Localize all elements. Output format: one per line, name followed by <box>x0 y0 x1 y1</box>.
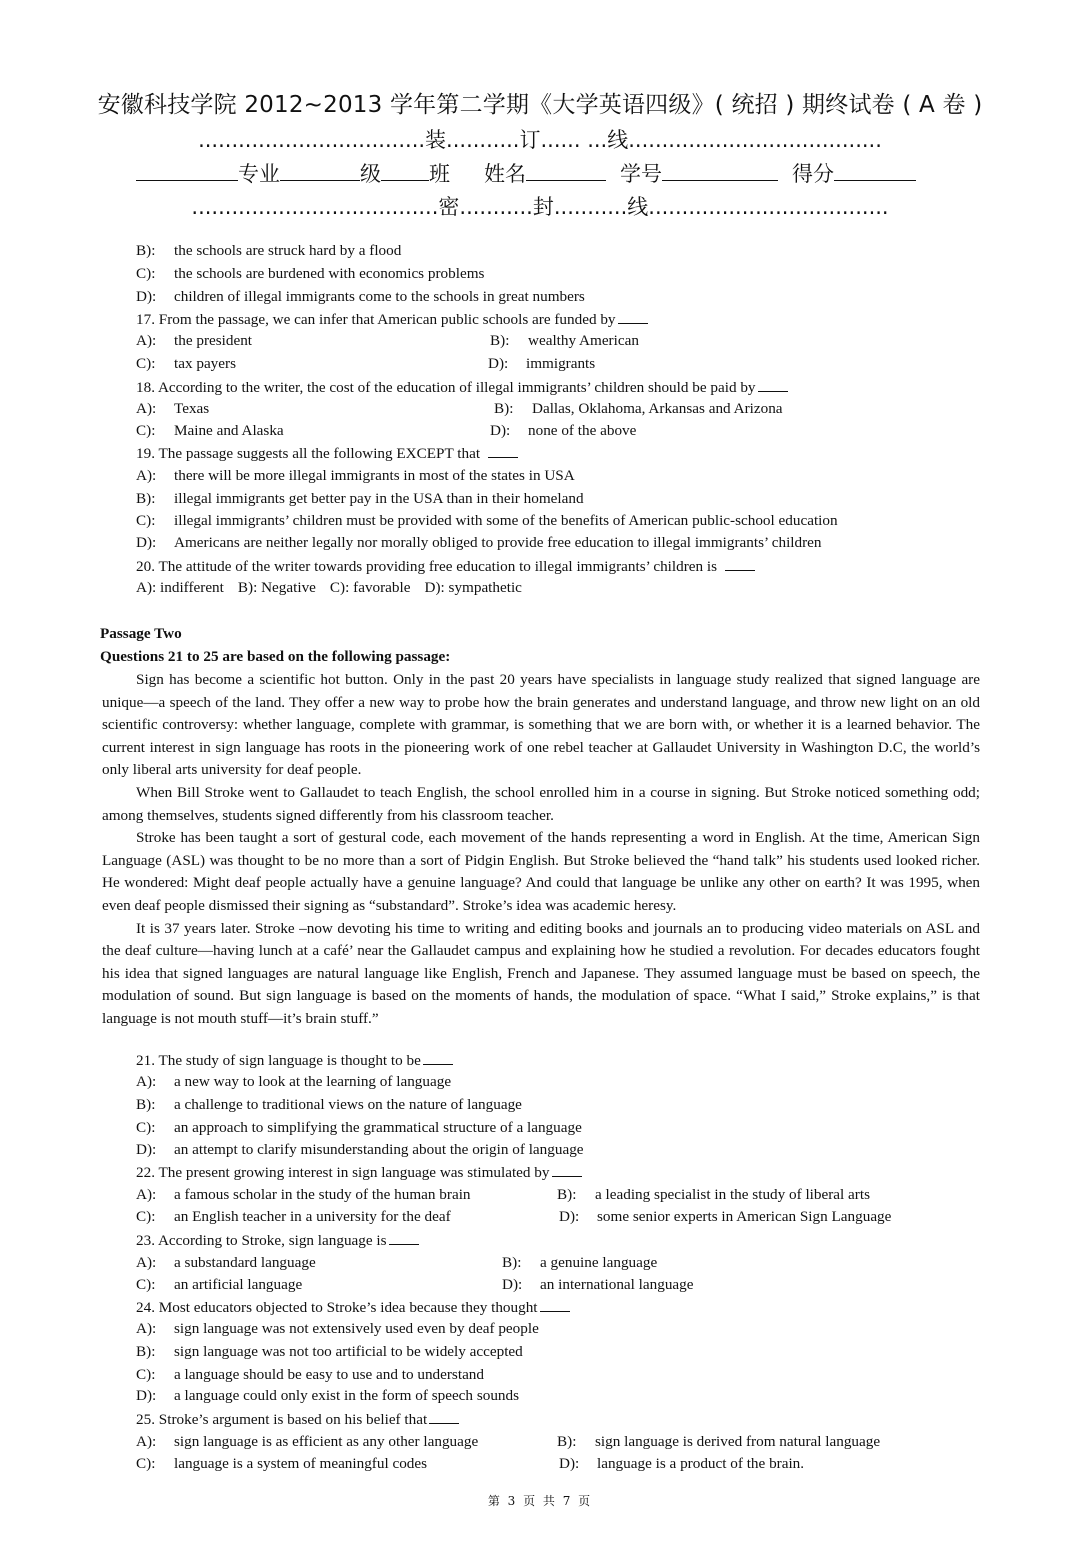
option-line <box>136 512 838 530</box>
question-text: 17. From the passage, we can infer that American public schools are funded by <box>136 311 616 328</box>
option-line <box>136 1096 522 1114</box>
question-stem <box>136 309 648 332</box>
option-line <box>559 1208 891 1226</box>
answer-blank[interactable] <box>552 1162 582 1177</box>
question-text: 25. Stroke’s argument is based on his belief that <box>136 1411 428 1428</box>
question-stem <box>136 443 518 466</box>
option-line <box>136 242 401 260</box>
answer-blank[interactable] <box>540 1297 570 1312</box>
option-text: children of illegal immigrants come to the schools in great numbers <box>174 288 585 305</box>
passage-paragraph: Stroke has been taught a sort of gestural code, each movement of the hands representing a word in English. At the time, American Sign Language (ASL) was thought to be no more than a sort of Pidgin English. But Stroke believed the “hand talk” his students used looked richer. He wondered: Might deaf people actually have a genuine language? And could that language be unlike any other on earth? It was 1995, when even deaf people dismissed their signing as “substandard”. Stroke’s idea was academic heresy. <box>102 829 980 914</box>
option-label: C): <box>329 579 350 596</box>
name-label: 姓名 <box>484 162 526 186</box>
option-text: sign language is as efficient as any other language <box>174 1433 479 1450</box>
option-label: D): <box>136 1141 157 1158</box>
option-line <box>136 1387 519 1405</box>
option-label: C): <box>136 1455 156 1472</box>
option-line <box>494 400 783 418</box>
option-label: C): <box>136 1366 156 1383</box>
option-line <box>136 1186 471 1204</box>
dots: ...... ... <box>540 128 608 152</box>
option-text: an artificial language <box>174 1276 303 1293</box>
option-line <box>502 1254 657 1272</box>
option-line <box>136 1208 451 1226</box>
option-label: A): <box>136 1254 157 1271</box>
question-stem <box>136 1297 570 1320</box>
class-label: 班 <box>429 162 450 186</box>
option-line <box>559 1455 804 1473</box>
option-label: A): <box>136 1186 157 1203</box>
option-text: language is a product of the brain. <box>597 1455 805 1472</box>
option-label: D): <box>424 579 445 596</box>
option-text: a language should be easy to use and to understand <box>174 1366 484 1383</box>
option-label: C): <box>136 355 156 372</box>
option-text: sign language was not extensively used even by deaf people <box>174 1320 539 1337</box>
answer-blank[interactable] <box>758 377 788 392</box>
option-text: Texas <box>174 400 210 417</box>
option-line <box>136 422 284 440</box>
option-label: A): <box>136 332 157 349</box>
option-line <box>136 579 522 597</box>
option-text: illegal immigrants’ children must be provided with some of the benefits of American public-school education <box>174 512 838 529</box>
option-label: B): <box>237 579 258 596</box>
binding-word: 线 <box>627 195 649 219</box>
dots: ........... <box>459 195 533 219</box>
option-text: a leading specialist in the study of liberal arts <box>595 1186 870 1203</box>
question-stem <box>136 556 755 579</box>
answer-blank[interactable] <box>488 443 518 458</box>
question-text: 19. The passage suggests all the following EXCEPT that <box>136 445 481 462</box>
question-stem <box>136 1162 582 1185</box>
option-label: C): <box>136 265 156 282</box>
answer-blank[interactable] <box>389 1230 419 1245</box>
option-text: an international language <box>540 1276 694 1293</box>
option-line <box>136 490 584 508</box>
question-stem <box>136 1230 419 1253</box>
name-field[interactable] <box>526 160 606 181</box>
question-stem <box>136 1409 459 1432</box>
option-text: Americans are neither legally nor morally obliged to provide free education to illegal immigrants’ children <box>174 534 822 551</box>
binding-line-bottom <box>0 191 1080 221</box>
option-line <box>136 1276 302 1294</box>
dots: ...................................... <box>628 128 882 152</box>
option-text: indifferent <box>160 579 224 596</box>
option-text: a famous scholar in the study of the human brain <box>174 1186 471 1203</box>
option-text: a language could only exist in the form of speech sounds <box>174 1387 520 1404</box>
option-line <box>136 355 236 373</box>
dots: .................................... <box>648 195 889 219</box>
option-line <box>490 332 639 350</box>
option-text: Maine and Alaska <box>174 422 284 439</box>
dots: .................................. <box>198 128 426 152</box>
option-label: D): <box>559 1455 580 1472</box>
option-text: wealthy American <box>528 332 639 349</box>
option-text: an English teacher in a university for the deaf <box>174 1208 451 1225</box>
option-label: B): <box>494 400 514 417</box>
option-line <box>490 422 636 440</box>
number-field[interactable] <box>662 160 778 181</box>
option-text: tax payers <box>174 355 236 372</box>
number-label: 学号 <box>620 162 662 186</box>
option-text: a genuine language <box>540 1254 658 1271</box>
option-text: an approach to simplifying the grammatical structure of a language <box>174 1119 582 1136</box>
option-line <box>136 332 252 350</box>
student-info-line <box>136 158 956 188</box>
option-label: A): <box>136 467 157 484</box>
option-line <box>136 534 822 552</box>
option-text: some senior experts in American Sign Language <box>597 1208 892 1225</box>
option-line <box>136 1343 523 1361</box>
question-text: 18. According to the writer, the cost of the education of illegal immigrants’ children should be paid by <box>136 379 756 396</box>
option-text: a challenge to traditional views on the nature of language <box>174 1096 522 1113</box>
option-label: A): <box>136 1320 157 1337</box>
option-label: D): <box>490 422 511 439</box>
option-text: sign language was not too artificial to be widely accepted <box>174 1343 523 1360</box>
option-text: sympathetic <box>448 579 522 596</box>
option-label: D): <box>502 1276 523 1293</box>
question-text: 20. The attitude of the writer towards providing free education to illegal immigrants’ children is <box>136 558 718 575</box>
option-line <box>136 1141 584 1159</box>
dots: ........... <box>446 128 520 152</box>
option-text: the schools are burdened with economics problems <box>174 265 485 282</box>
question-stem <box>136 1050 453 1073</box>
option-label: C): <box>136 512 156 529</box>
option-text: illegal immigrants get better pay in the USA than in their homeland <box>174 490 584 507</box>
option-text: favorable <box>353 579 411 596</box>
option-label: D): <box>136 534 157 551</box>
option-line <box>136 265 484 283</box>
option-text: there will be more illegal immigrants in most of the states in USA <box>174 467 575 484</box>
class-field[interactable] <box>381 160 429 181</box>
option-text: a substandard language <box>174 1254 316 1271</box>
option-label: D): <box>488 355 509 372</box>
option-text: language is a system of meaningful codes <box>174 1455 428 1472</box>
option-text: immigrants <box>526 355 596 372</box>
option-line <box>136 400 209 418</box>
major-field[interactable] <box>136 160 238 181</box>
option-label: C): <box>136 1208 156 1225</box>
passage-subheading: Questions 21 to 25 are based on the following passage: <box>100 648 451 665</box>
score-field[interactable] <box>834 160 916 181</box>
binding-word: 装 <box>425 128 447 152</box>
major-label: 专业 <box>238 162 280 186</box>
answer-blank[interactable] <box>429 1409 459 1424</box>
binding-word: 密 <box>438 195 460 219</box>
answer-blank[interactable] <box>423 1050 453 1065</box>
grade-field[interactable] <box>280 160 360 181</box>
question-text: 21. The study of sign language is thought to be <box>136 1052 421 1069</box>
question-text: 22. The present growing interest in sign language was stimulated by <box>136 1164 550 1181</box>
dots: ..................................... <box>191 195 439 219</box>
option-label: C): <box>136 422 156 439</box>
option-text: none of the above <box>528 422 637 439</box>
binding-word: 封 <box>532 195 554 219</box>
option-label: B): <box>136 1096 156 1113</box>
question-text: 23. According to Stroke, sign language is <box>136 1232 387 1249</box>
option-text: Dallas, Oklahoma, Arkansas and Arizona <box>532 400 783 417</box>
option-label: B): <box>136 242 156 259</box>
passage-paragraph: It is 37 years later. Stroke –now devoting his time to writing and editing books and journals an to producing video materials on ASL and the deaf culture—having lunch at a café’ near the Gallaudet campus and explaining how he studied a revolution. For decades educators fought his idea that signed languages are natural language like English, French and Japanese. They assumed language must be based on speech, the modulation of sound. But sign language is based on the moments of hands, the modulation of space. “What I said,” Stroke explains,” is that language is not mouth stuff—it’s brain stuff.” <box>102 919 980 1027</box>
option-line <box>488 355 595 373</box>
answer-blank[interactable] <box>618 309 648 324</box>
option-line <box>136 1254 316 1272</box>
option-label: D): <box>136 288 157 305</box>
option-label: D): <box>559 1208 580 1225</box>
option-line <box>136 1320 539 1338</box>
exam-title: 安徽科技学院 2012~2013 学年第二学期《大学英语四级》( 统招 ) 期终试卷 ( A 卷 ) <box>97 92 983 118</box>
option-label: B): <box>136 1343 156 1360</box>
option-line <box>557 1433 880 1451</box>
option-text: Negative <box>261 579 316 596</box>
option-label: A): <box>136 1433 157 1450</box>
option-label: C): <box>136 1276 156 1293</box>
option-line <box>136 1455 427 1473</box>
option-line <box>557 1186 870 1204</box>
option-line <box>136 467 575 485</box>
option-label: B): <box>557 1433 577 1450</box>
binding-word: 线 <box>607 128 629 152</box>
question-text: 24. Most educators objected to Stroke’s idea because they thought <box>136 1299 538 1316</box>
passage-paragraph: When Bill Stroke went to Gallaudet to teach English, the school enrolled him in a course in signing. But Stroke noticed something odd; among themselves, students signed differently from his classroom teacher. <box>102 783 980 824</box>
option-label: A): <box>136 400 157 417</box>
option-label: C): <box>136 1119 156 1136</box>
option-label: A): <box>136 579 157 596</box>
option-label: B): <box>490 332 510 349</box>
binding-word: 订 <box>519 128 541 152</box>
option-label: B): <box>502 1254 522 1271</box>
option-label: A): <box>136 1073 157 1090</box>
dots: ........... <box>553 195 628 219</box>
option-text: the schools are struck hard by a flood <box>174 242 402 259</box>
option-text: an attempt to clarify misunderstanding about the origin of language <box>174 1141 584 1158</box>
passage-paragraph: Sign has become a scientific hot button. Only in the past 20 years have specialists in language study realized that signed language are unique—a speech of the land. They offer a new way to probe how the brain generates and understand language, and throw new light on an old scientific controversy: whether language, complete with grammar, is something that we are born with, or whether it is a learned behavior. The current interest in sign language has roots in the pioneering work of one rebel teacher at Gallaudet University in Washington D.C, the world’s only liberal arts university for deaf people. <box>102 671 980 779</box>
option-line <box>136 1073 451 1091</box>
page-number: 第 3 页 共 7 页 <box>487 1494 593 1508</box>
option-line <box>502 1276 694 1294</box>
question-stem <box>136 377 788 400</box>
option-line <box>136 288 585 306</box>
option-label: D): <box>136 1387 157 1404</box>
binding-line-top <box>0 124 1080 154</box>
passage-heading: Passage Two <box>100 625 182 642</box>
score-label: 得分 <box>792 162 834 186</box>
option-line <box>136 1366 484 1384</box>
answer-blank[interactable] <box>725 556 755 571</box>
option-text: the president <box>174 332 253 349</box>
option-text: sign language is derived from natural language <box>595 1433 881 1450</box>
option-label: B): <box>136 490 156 507</box>
option-label: B): <box>557 1186 577 1203</box>
option-line <box>136 1119 582 1137</box>
option-text: a new way to look at the learning of language <box>174 1073 452 1090</box>
grade-label: 级 <box>360 162 381 186</box>
option-line <box>136 1433 478 1451</box>
passage-body <box>102 669 980 1031</box>
